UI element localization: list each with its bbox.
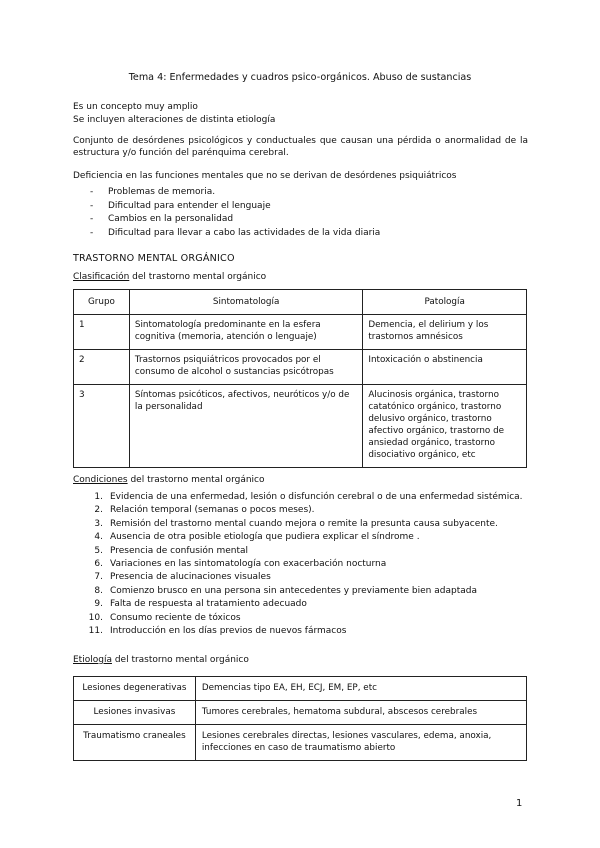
- cell-group: 1: [74, 315, 130, 350]
- definition-paragraph: Conjunto de desórdenes psicológicos y conductuales que causan una pérdida o anormalidad de la estructura y/o función del parénquima cerebral.: [73, 136, 528, 158]
- cell-cause: Lesiones degenerativas: [74, 677, 196, 701]
- deficiency-list: [90, 186, 380, 241]
- intro-line-1: Es un concepto muy amplio: [73, 102, 198, 112]
- etiology-label: [73, 654, 249, 666]
- classification-label-underlined: Clasificación: [73, 272, 130, 282]
- list-item: 4. Ausencia de otra posible etiología que pudiera explicar el síndrome .: [94, 532, 420, 543]
- list-item: - Dificultad para llevar a cabo las actividades de la vida diaria: [90, 227, 380, 241]
- cell-pathology: Intoxicación o abstinencia: [363, 350, 527, 385]
- conditions-label-underlined: Condiciones: [73, 475, 128, 485]
- cell-group: 2: [74, 350, 130, 385]
- table-row: [74, 701, 527, 725]
- list-item: - Cambios en la personalidad: [90, 213, 380, 227]
- list-item: 8. Comienzo brusco en una persona sin antecedentes y previamente bien adaptada: [94, 585, 477, 596]
- cell-examples: Demencias tipo EA, EH, ECJ, EM, EP, etc: [195, 677, 526, 701]
- list-item: 5. Presencia de confusión mental: [94, 545, 249, 556]
- intro-line-2: Se incluyen alteraciones de distinta etiología: [73, 115, 276, 125]
- conditions-label-rest: del trastorno mental orgánico: [127, 475, 265, 485]
- list-item: 11. Introducción en los días previos de nuevos fármacos: [88, 625, 347, 636]
- cell-cause: Lesiones invasivas: [74, 701, 196, 725]
- table-header-row: [74, 290, 527, 315]
- list-item: 7. Presencia de alucinaciones visuales: [94, 572, 271, 583]
- conditions-list: [87, 491, 523, 638]
- conditions-label: [73, 474, 265, 486]
- list-item: 6. Variaciones en las sintomatología con exacerbación nocturna: [94, 558, 387, 569]
- deficiency-intro: Deficiencia en las funciones mentales que no se derivan de desórdenes psiquiátricos: [73, 171, 457, 181]
- classification-label-rest: del trastorno mental orgánico: [129, 272, 267, 282]
- table-row: [74, 350, 527, 385]
- table-row: [74, 315, 527, 350]
- table-row: [74, 725, 527, 761]
- header-pathology: Patología: [363, 290, 527, 315]
- list-item: - Problemas de memoria.: [90, 186, 380, 200]
- table-row: [74, 677, 527, 701]
- cell-pathology: Alucinosis orgánica, trastorno catatónico orgánico, trastorno delusivo orgánico, trastorno afectivo orgánico, trastorno de ansiedad orgánico, trastorno disociativo orgánico, etc: [363, 385, 527, 468]
- list-item: 10. Consumo reciente de tóxicos: [88, 612, 241, 623]
- cell-examples: Tumores cerebrales, hematoma subdural, abscesos cerebrales: [195, 701, 526, 725]
- document-title: Tema 4: Enfermedades y cuadros psico-orgánicos. Abuso de sustancias: [128, 72, 472, 83]
- cell-pathology: Demencia, el delirium y los trastornos amnésicos: [363, 315, 527, 350]
- section-heading: TRASTORNO MENTAL ORGÁNICO: [73, 253, 235, 264]
- cell-group: 3: [74, 385, 130, 468]
- cell-symptoms: Trastornos psiquiátricos provocados por el consumo de alcohol o sustancias psicótropas: [129, 350, 362, 385]
- classification-table: [73, 289, 527, 468]
- cell-symptoms: Sintomatología predominante en la esfera cognitiva (memoria, atención o lenguaje): [129, 315, 362, 350]
- table-row: [74, 385, 527, 468]
- list-item: 1. Evidencia de una enfermedad, lesión o disfunción cerebral o de una enfermedad sistémica.: [94, 492, 523, 502]
- header-symptoms: Sintomatología: [129, 290, 362, 315]
- etiology-table: [73, 676, 527, 761]
- cell-symptoms: Síntomas psicóticos, afectivos, neuróticos y/o de la personalidad: [129, 385, 362, 468]
- list-item: 9. Falta de respuesta al tratamiento adecuado: [94, 599, 307, 610]
- list-item: - Dificultad para entender el lenguaje: [90, 200, 380, 214]
- etiology-label-underlined: Etiología: [73, 655, 112, 665]
- cell-cause: Traumatismo craneales: [74, 725, 196, 761]
- cell-examples: Lesiones cerebrales directas, lesiones vasculares, edema, anoxia, infecciones en caso de traumatismo abierto: [195, 725, 526, 761]
- list-item: 3. Remisión del trastorno mental cuando mejora o remite la presunta causa subyacente.: [94, 518, 498, 529]
- page-number: 1: [516, 798, 523, 809]
- classification-label: [73, 271, 266, 283]
- etiology-label-rest: del trastorno mental orgánico: [111, 655, 249, 665]
- header-group: Grupo: [74, 290, 130, 315]
- list-item: 2. Relación temporal (semanas o pocos meses).: [94, 505, 315, 516]
